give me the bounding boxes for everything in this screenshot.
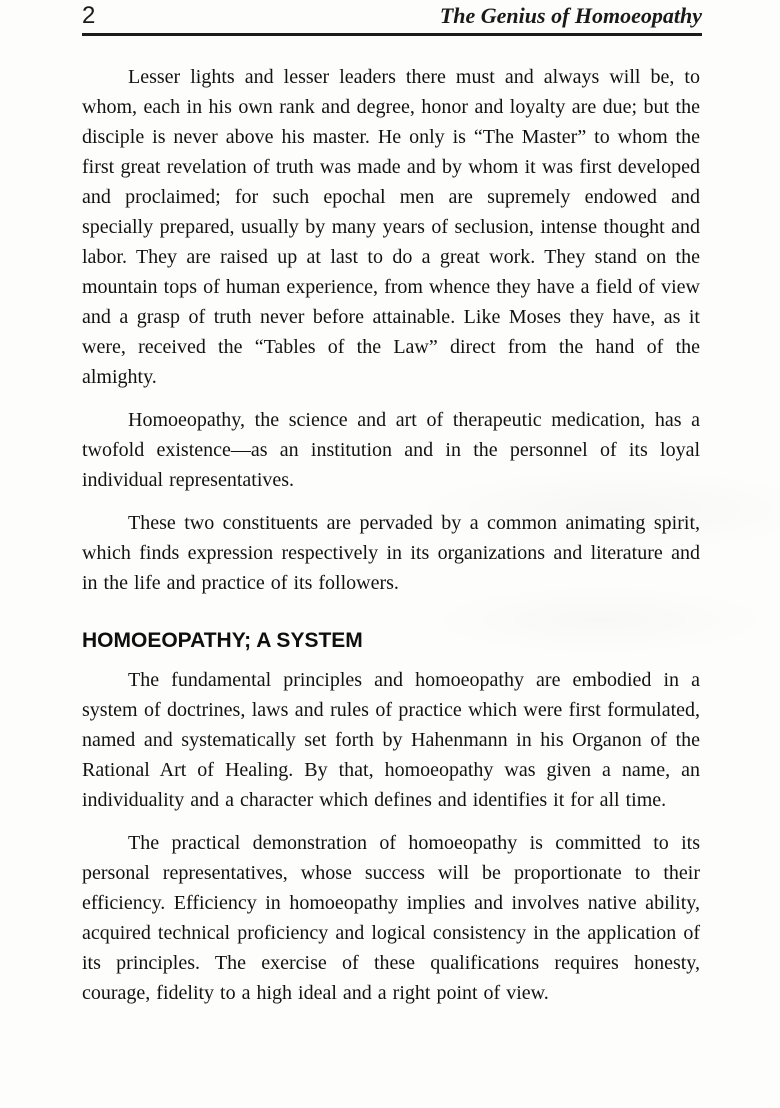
paragraph-1: Lesser lights and lesser leaders there must and always will be, to whom, each in his own rank and degree, honor and loyalty are due; but the disciple is never above his master. He only is “The Master” to whom the first great revelation of truth was made and by whom it was first developed and proclaimed; for such epochal men are supremely endowed and specially prepared, usually by many years of seclusion, intense thought and labor. They are raised up at last to do a great work. They stand on the mountain tops of human experience, from whence they have a field of view and a grasp of truth never before attainable. Like Moses they have, as it were, received the “Tables of the Law” direct from the hand of the almighty. bbox=[82, 66, 700, 388]
page-content bbox=[82, 62, 700, 1008]
section-heading: HOMOEOPATHY; A SYSTEM bbox=[82, 629, 363, 652]
page-number: 2 bbox=[82, 2, 96, 29]
paragraph-4: The fundamental principles and homoeopathy are embodied in a system of doctrines, laws and rules of practice which were first formulated, named and systematically set forth by Hahenmann in his Organon of the Rational Art of Healing. By that, homoeopathy was given a name, an individuality and a character which defines and identifies it for all time. bbox=[82, 669, 700, 811]
paragraph-3: These two constituents are pervaded by a common animating spirit, which finds expression respectively in its organizations and literature and in the life and practice of its followers. bbox=[82, 512, 700, 594]
page-header bbox=[82, 4, 702, 36]
paragraph-5: The practical demonstration of homoeopathy is committed to its personal representatives, whose success will be proportionate to their efficiency. Efficiency in homoeopathy implies and involves native ability, acquired technical proficiency and logical consistency in the application of its principles. The exercise of these qualifications requires honesty, courage, fidelity to a high ideal and a right point of view. bbox=[82, 832, 700, 1004]
running-title: The Genius of Homoeopathy bbox=[439, 3, 702, 28]
paragraph-2: Homoeopathy, the science and art of therapeutic medication, has a twofold existence—as an institution and in the personnel of its loyal individual representatives. bbox=[82, 409, 700, 491]
